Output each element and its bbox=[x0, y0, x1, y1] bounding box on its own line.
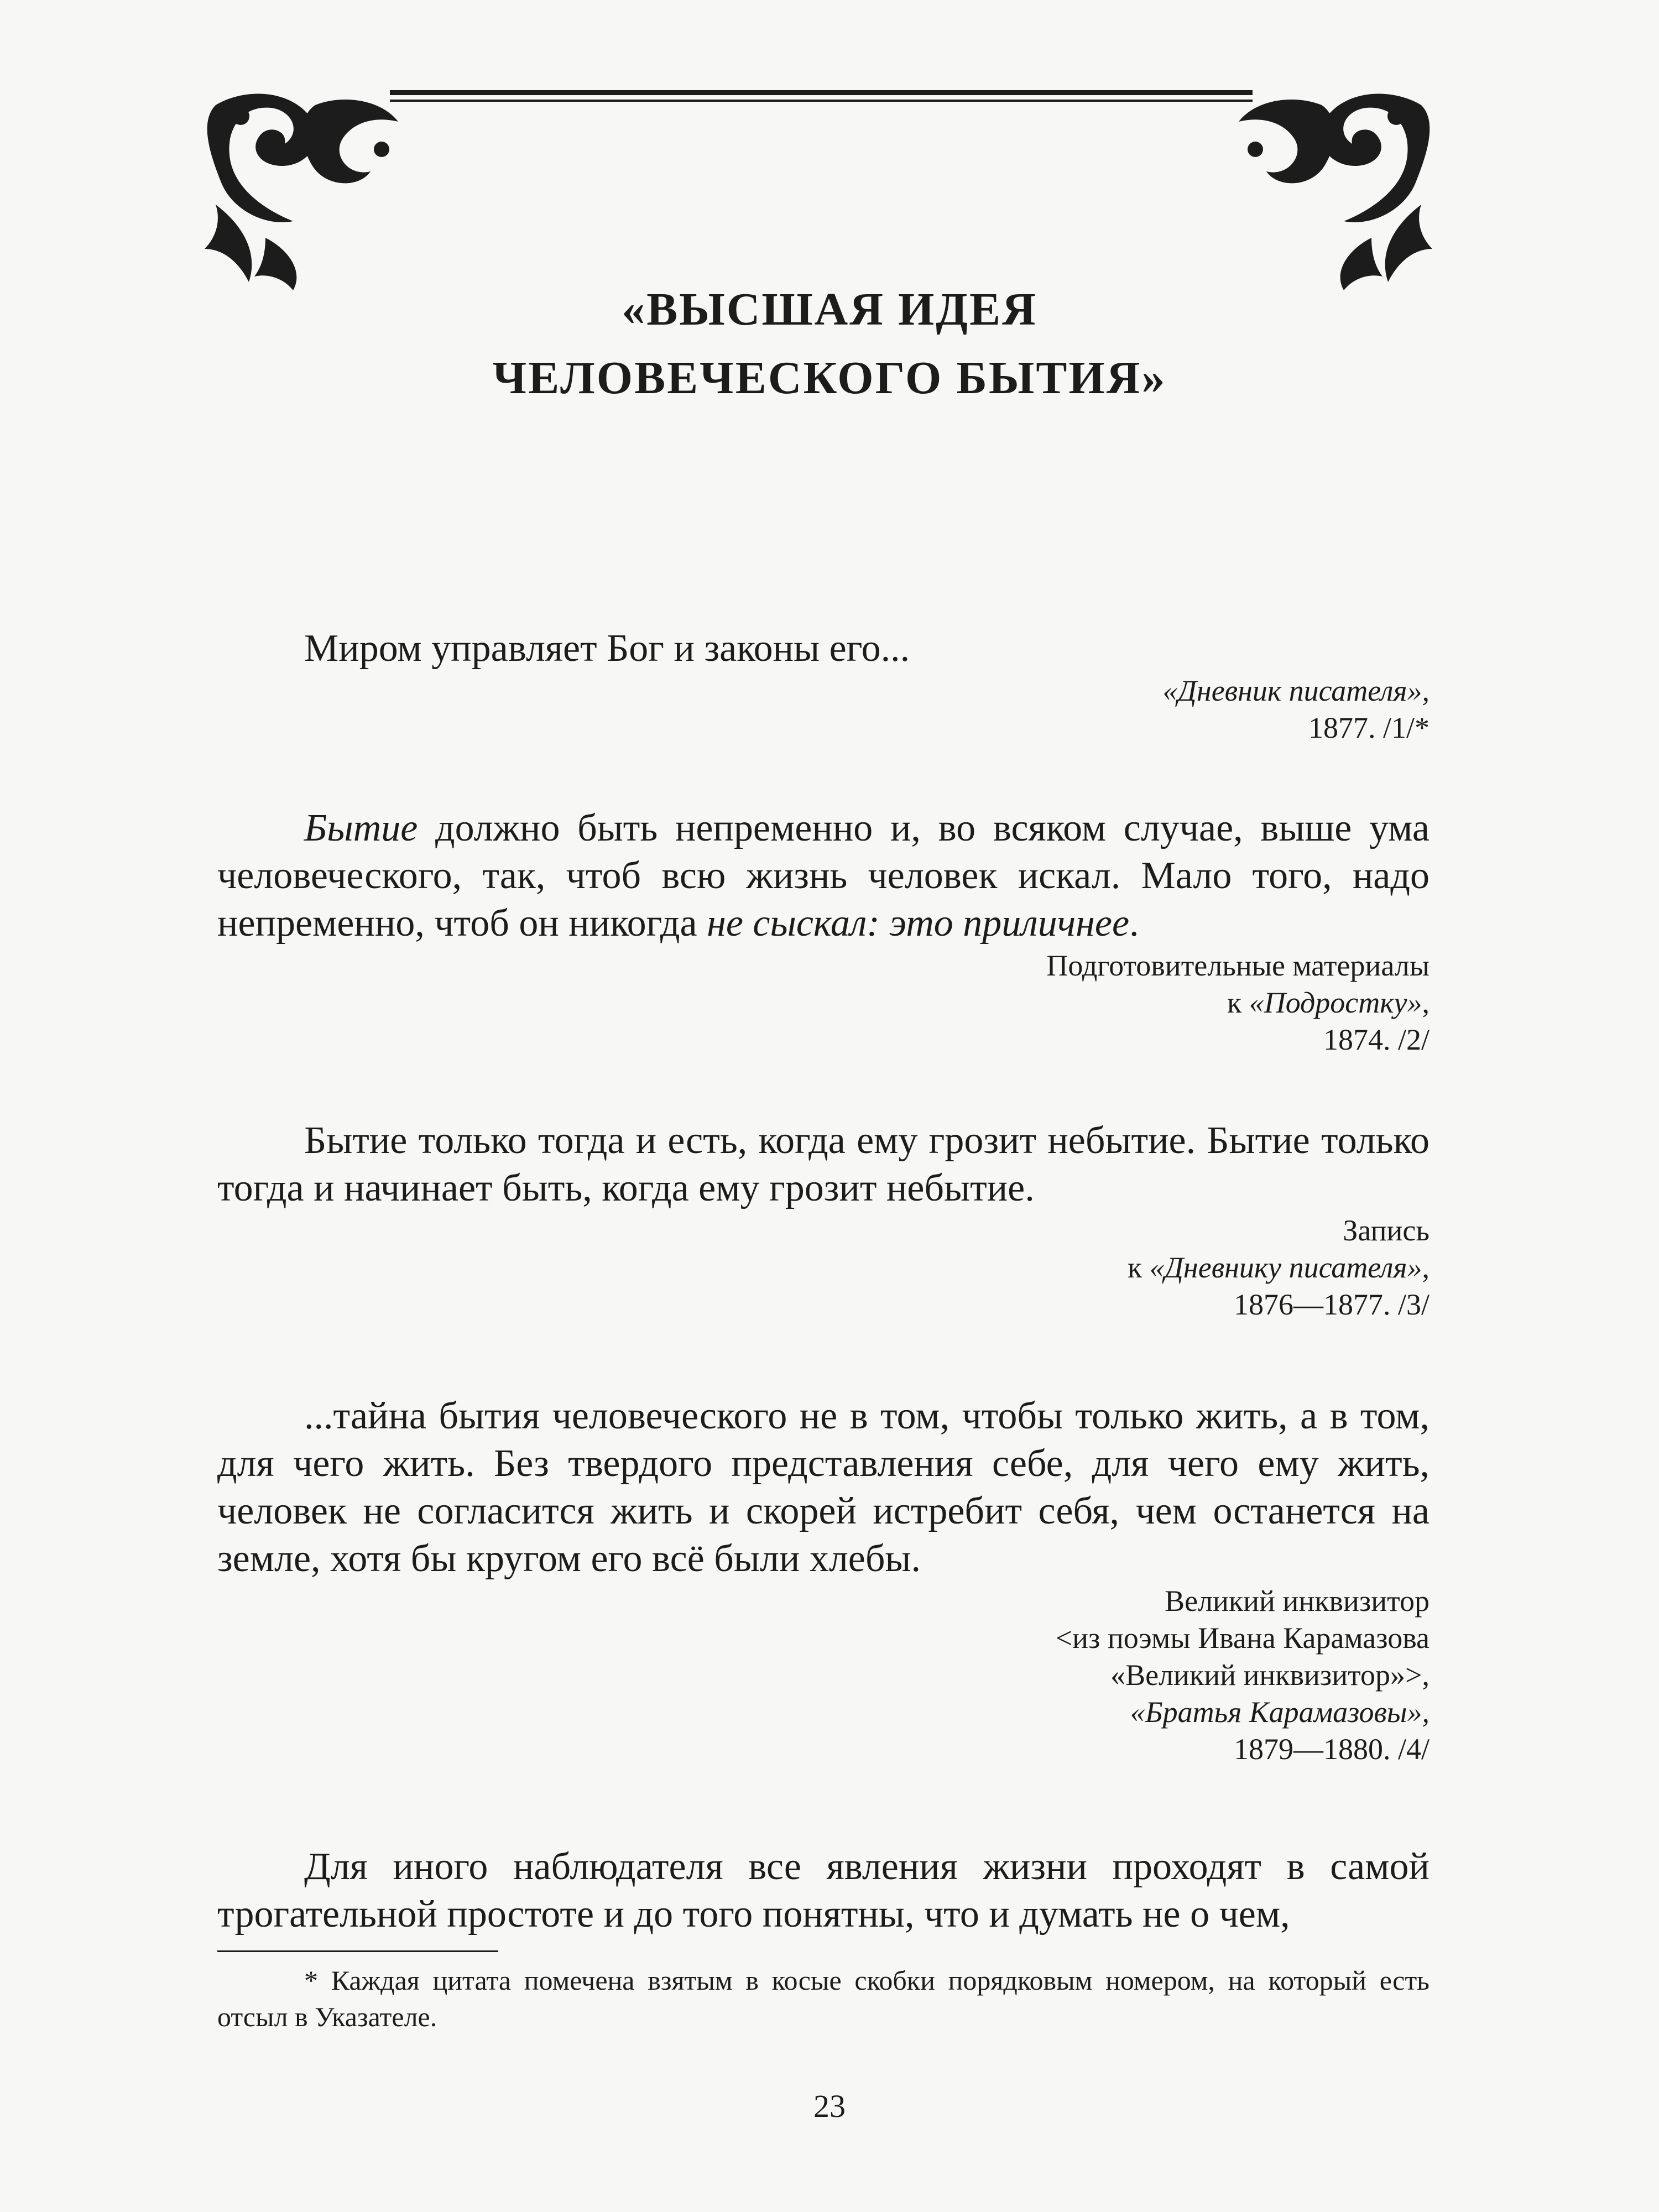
quote-2-text-part-4: . bbox=[1129, 902, 1139, 945]
quote-3 bbox=[217, 1117, 1430, 1323]
chapter-title-line-2: ЧЕЛОВЕЧЕСКОГО БЫТИЯ» bbox=[492, 352, 1167, 404]
quote-4-source-line-3: «Великий инквизитор»>, bbox=[1110, 1658, 1430, 1692]
quote-3-text: Бытие только тогда и есть, когда ему грозит небытие. Бытие только тогда и начинает быть, когда ему грозит небытие. bbox=[217, 1119, 1430, 1209]
chapter-title-line-1: «ВЫСШАЯ ИДЕЯ bbox=[622, 284, 1037, 335]
quote-2-text-part-3: не сыскал: это приличнее bbox=[707, 902, 1130, 945]
quote-5 bbox=[217, 1843, 1430, 1938]
quote-5-text: Для иного наблюдателя все явления жизни проходят в самой трогательной простоте и до того понятны, что и думать не о чем, bbox=[217, 1845, 1430, 1936]
quote-2 bbox=[217, 805, 1430, 1058]
quote-4-source-ref: 1879—1880. /4/ bbox=[1233, 1733, 1430, 1766]
quote-2-source-prefix: к bbox=[1227, 986, 1249, 1019]
quote-2-source-comma: , bbox=[1422, 986, 1430, 1019]
quote-2-text-part-2: должно быть непременно и, во всяком случае, выше ума человеческого, так, чтоб всю жизнь человек искал. Мало того, надо непременно, чтоб он никогда bbox=[217, 807, 1430, 945]
quote-2-source-ref: 1874. /2/ bbox=[1323, 1023, 1430, 1056]
quote-4-source-line-1: Великий инквизитор bbox=[1165, 1584, 1430, 1618]
quote-3-source-prefix: к bbox=[1127, 1251, 1150, 1284]
quote-2-text-part-1: Бытие bbox=[304, 807, 418, 849]
quote-4-text: ...тайна бытия человеческого не в том, чтобы только жить, а в том, для чего жить. Без твердого представления себе, для чего ему жить, человек не согласится жить и скорей истребит себя, чем останется на земле, хотя бы кругом его всё были хлебы. bbox=[217, 1395, 1430, 1580]
quote-2-source-work: «Подростку» bbox=[1249, 986, 1422, 1019]
quote-4 bbox=[217, 1392, 1430, 1768]
quote-1 bbox=[217, 625, 1430, 747]
footnote-divider bbox=[217, 1950, 498, 1952]
quote-1-text: Миром управляет Бог и законы его... bbox=[304, 627, 910, 670]
header-ornament-icon bbox=[199, 83, 1438, 293]
quote-3-source-ref: 1876—1877. /3/ bbox=[1233, 1288, 1430, 1321]
quote-4-source-line-2: <из поэмы Ивана Карамазова bbox=[1055, 1621, 1430, 1655]
quote-2-source-line-2 bbox=[217, 984, 1430, 1021]
footnote: * Каждая цитата помечена взятым в косые скобки порядковым номером, на который есть отсыл в Указателе. bbox=[217, 1965, 1430, 2032]
chapter-title bbox=[0, 275, 1659, 413]
quote-3-source-work: «Дневнику писателя» bbox=[1149, 1251, 1422, 1284]
quote-1-source-work: «Дневник писателя», bbox=[1162, 674, 1430, 707]
quote-1-source-ref: 1877. /1/* bbox=[1308, 711, 1430, 744]
page-number: 23 bbox=[813, 2088, 846, 2124]
quote-3-source-line-2 bbox=[217, 1249, 1430, 1286]
quote-2-source-line-1: Подготовительные материалы bbox=[1046, 949, 1430, 982]
quote-2-text bbox=[217, 805, 1430, 947]
quote-3-source-line-1: Запись bbox=[1343, 1214, 1430, 1247]
quote-3-source-comma: , bbox=[1422, 1251, 1430, 1284]
quote-4-source-work: «Братья Карамазовы», bbox=[1130, 1695, 1430, 1729]
